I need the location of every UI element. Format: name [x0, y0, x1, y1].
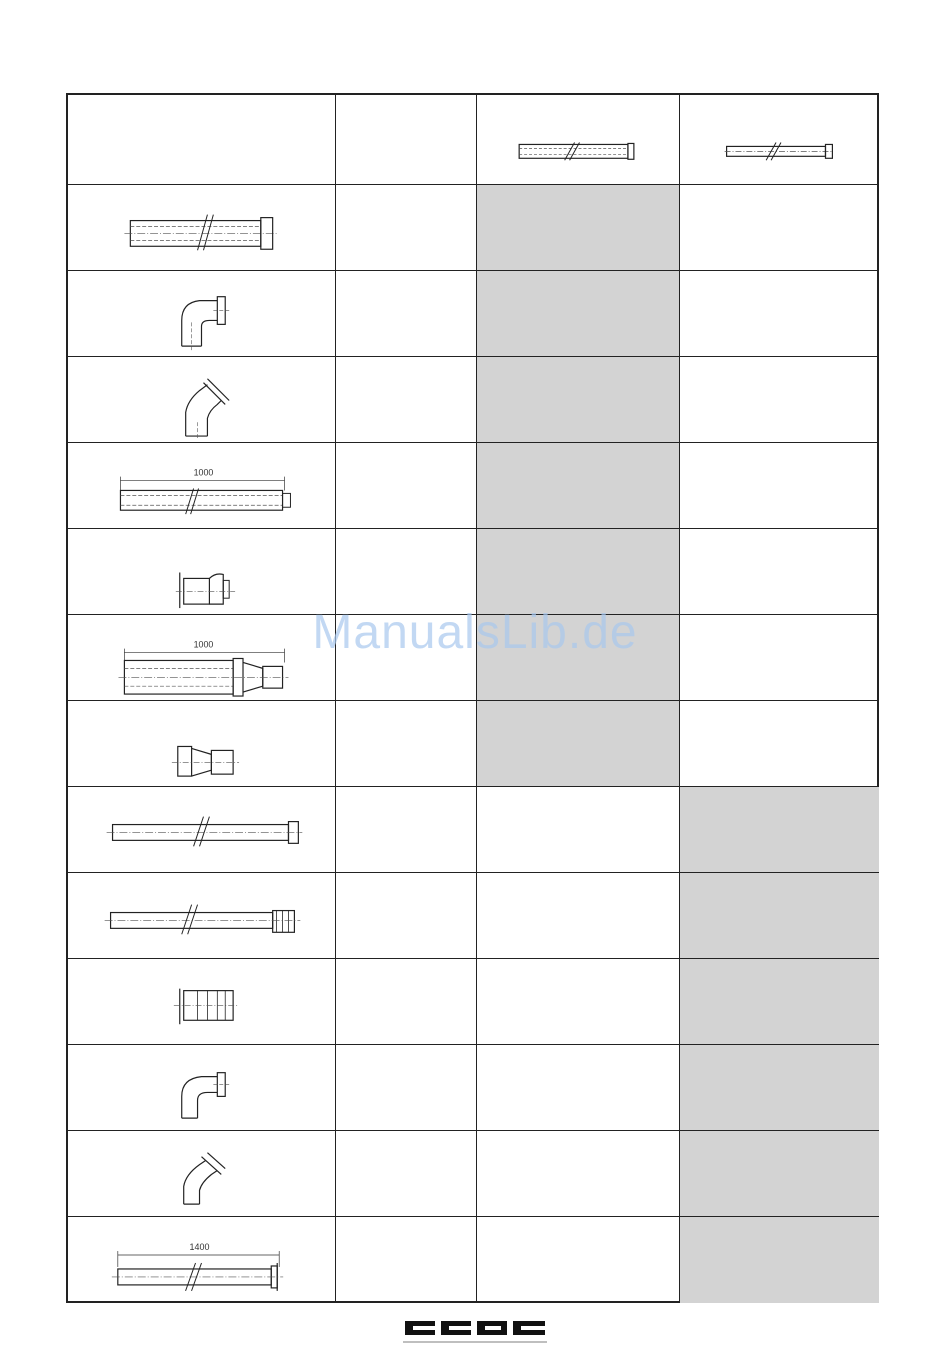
concentric-compat-cell	[477, 1217, 680, 1303]
part-drawing-cell	[68, 443, 336, 529]
code-cell	[336, 959, 477, 1045]
code-cell	[336, 185, 477, 271]
table-row	[68, 787, 877, 873]
table-row	[68, 701, 877, 787]
code-cell	[336, 271, 477, 357]
table-row	[68, 529, 877, 615]
code-cell	[336, 701, 477, 787]
part-drawing-cell	[68, 529, 336, 615]
single-pipe-icon	[680, 95, 879, 184]
code-cell	[336, 1131, 477, 1217]
single-compat-cell	[680, 1045, 879, 1131]
single-pipe-terminal-drawing	[68, 873, 335, 958]
concentric-compat-cell	[477, 873, 680, 959]
table-row	[68, 1045, 877, 1131]
single-compat-cell	[680, 1131, 879, 1217]
header-cell-code	[336, 95, 477, 185]
code-cell	[336, 529, 477, 615]
table-row	[68, 443, 877, 529]
table-row	[68, 271, 877, 357]
single-compat-cell	[680, 787, 879, 873]
concentric-pipe-1000-drawing	[68, 443, 335, 528]
single-compat-cell	[680, 443, 879, 529]
code-cell	[336, 787, 477, 873]
concentric-compat-cell	[477, 959, 680, 1045]
accessory-table	[66, 93, 879, 1303]
part-drawing-cell	[68, 1217, 336, 1303]
single-compat-cell	[680, 959, 879, 1045]
single-compat-cell	[680, 701, 879, 787]
part-drawing-cell	[68, 701, 336, 787]
concentric-compat-cell	[477, 1045, 680, 1131]
code-cell	[336, 873, 477, 959]
table-row	[68, 185, 877, 271]
single-pipe-1400-drawing	[68, 1217, 335, 1303]
header-cell-concentric	[477, 95, 680, 185]
watermark: ManualsLib.de	[312, 606, 638, 659]
concentric-elbow-90-drawing	[68, 271, 335, 356]
dimension-label: 1400	[189, 1242, 210, 1253]
table-row	[68, 959, 877, 1045]
code-cell	[336, 357, 477, 443]
header-cell-single	[680, 95, 879, 185]
table-row	[68, 1131, 877, 1217]
single-compat-cell	[680, 873, 879, 959]
part-drawing-cell	[68, 1045, 336, 1131]
single-compat-cell	[680, 357, 879, 443]
single-compat-cell	[680, 1217, 879, 1303]
single-compat-cell	[680, 185, 879, 271]
part-drawing-cell	[68, 787, 336, 873]
concentric-compat-cell	[477, 357, 680, 443]
part-drawing-cell	[68, 959, 336, 1045]
brand-logo	[403, 1318, 547, 1344]
part-drawing-cell	[68, 271, 336, 357]
code-cell	[336, 1217, 477, 1303]
dimension-label: 1000	[193, 467, 214, 478]
header-cell-part	[68, 95, 336, 185]
single-elbow-90-drawing	[68, 1045, 335, 1130]
table-row	[68, 1217, 877, 1303]
part-drawing-cell	[68, 185, 336, 271]
part-drawing-cell	[68, 1131, 336, 1217]
concentric-pipe-icon	[477, 95, 679, 184]
single-pipe-drawing	[68, 787, 335, 872]
concentric-compat-cell	[477, 1131, 680, 1217]
concentric-compat-cell	[477, 271, 680, 357]
concentric-compat-cell	[477, 787, 680, 873]
concentric-compat-cell	[477, 443, 680, 529]
table-row	[68, 357, 877, 443]
single-elbow-45-drawing	[68, 1131, 335, 1216]
table-header-row	[68, 95, 877, 185]
code-cell	[336, 1045, 477, 1131]
single-compat-cell	[680, 271, 879, 357]
part-drawing-cell	[68, 357, 336, 443]
single-terminal-cap-drawing	[68, 959, 335, 1044]
table-row	[68, 873, 877, 959]
concentric-compat-cell	[477, 701, 680, 787]
concentric-compat-cell	[477, 185, 680, 271]
concentric-pipe-drawing	[68, 185, 335, 270]
single-compat-cell	[680, 529, 879, 615]
concentric-elbow-45-drawing	[68, 357, 335, 442]
concentric-compat-cell	[477, 529, 680, 615]
part-drawing-cell	[68, 873, 336, 959]
concentric-adapter-drawing	[68, 529, 335, 614]
dimension-label: 1000	[193, 639, 214, 650]
code-cell	[336, 443, 477, 529]
concentric-terminal-cap-drawing	[68, 701, 335, 786]
